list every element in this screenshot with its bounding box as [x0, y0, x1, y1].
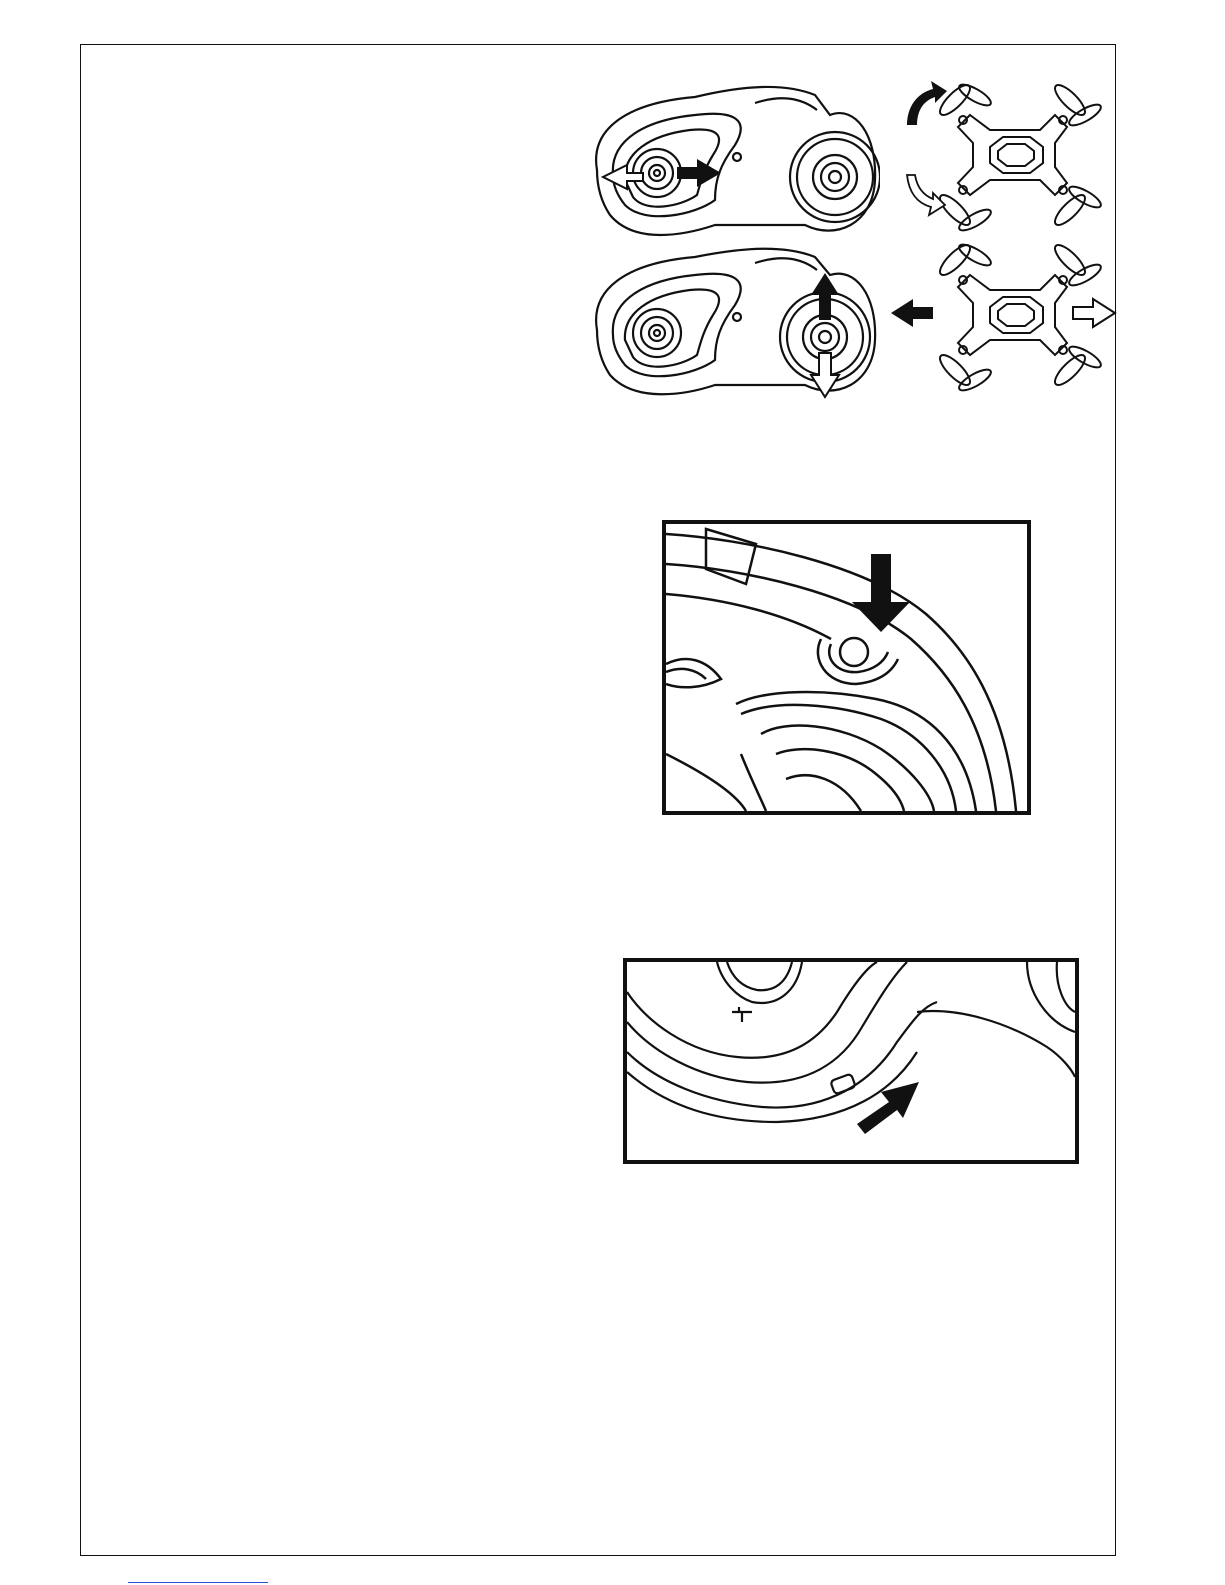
controller-left-stick-illustration: [585, 75, 880, 245]
controller-right-stick-illustration: [585, 245, 880, 405]
quadcopter-icon: [885, 235, 1120, 395]
controller-switch-icon: [627, 962, 1075, 1160]
quadcopter-icon: [895, 75, 1105, 235]
drone-sideways-illustration: [885, 235, 1120, 395]
drone-rotate-illustration: [895, 75, 1105, 235]
button-press-detail-illustration: [662, 520, 1031, 815]
remote-controller-icon: [585, 75, 880, 245]
controller-button-icon: [666, 524, 1027, 811]
side-switch-detail-illustration: [623, 958, 1079, 1164]
remote-controller-icon: [585, 245, 880, 405]
footer-link-underline: [128, 1582, 268, 1583]
